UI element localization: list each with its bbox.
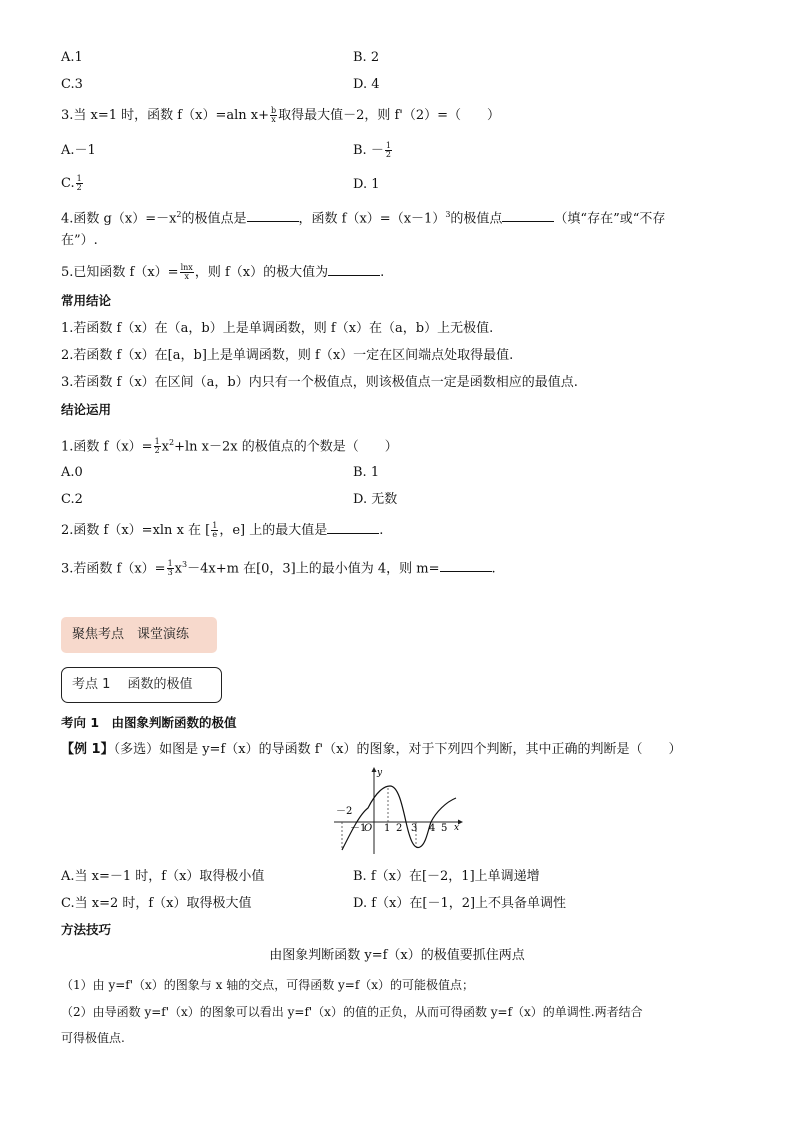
q3-option-d: D. 1 [353,177,380,192]
question-4-line-2: 在”）. [61,233,98,248]
tick-5: 5 [441,823,448,834]
example-option-a: A.当 x=－1 时，f（x）取得极小值 [61,869,265,884]
apply-q1-option-c: C.2 [61,492,83,507]
answer-blank [440,559,492,572]
question-5: 5.已知函数 f（x）= $\frac{\ln x}{x}$ ，则 f（x）的极大值为 . [61,263,385,281]
key-point-box: 考点 1 函数的极值 [61,667,222,703]
method-center-title: 由图象判断函数 y=f（x）的极值要抓住两点 [269,948,525,963]
answer-blank [327,521,379,534]
derivative-curve [342,786,456,850]
example-option-b: B. f（x）在[－2，1]上单调递增 [353,869,540,884]
tick-2: 2 [396,823,403,834]
example-option-c: C.当 x=2 时，f（x）取得极大值 [61,896,252,911]
q3-option-b: B. － $\frac{1}{2}$ [353,141,391,159]
method-heading: 方法技巧 [61,922,112,937]
question-3: 3.当 x=1 时，函数 f（x）=aln x+ $\frac{b}{x}$ 取得最大值－2，则 f'（2）=（ ） [61,106,501,124]
prev-option-c: C.3 [61,77,83,92]
prev-option-a: A.1 [61,50,83,65]
apply-q1-option-d: D. 无数 [353,492,398,507]
method-point-2: （2）由导函数 y=f'（x）的图象可以看出 y=f'（x）的值的正负，从而可得函数 y=f（x）的单调性.两者结合 [61,1005,643,1019]
q3-option-c: C. $\frac{1}{2}$ [61,174,82,192]
x-label: x [454,823,460,833]
prev-option-b: B. 2 [353,50,380,65]
answer-blank [328,263,380,276]
conclusion-2: 2.若函数 f（x）在[a，b]上是单调函数，则 f（x）一定在区间端点处取得最值. [61,348,514,363]
y-label: y [377,768,383,778]
tick-neg1: －1 [350,823,367,834]
section-banner: 聚焦考点 课堂演练 [61,617,217,653]
apply-question-3: 3.若函数 f（x）= $\frac{1}{3}$ $x^3-4x+m$ 在[0，3]上的最小值为 4，则 m= . [61,559,496,578]
common-conclusions-heading: 常用结论 [61,293,112,308]
apply-question-2: 2.函数 f（x）=xln x 在 [ $\frac{1}{e}$ ，e] 上的最大值是 . [61,521,384,539]
q3-option-a: A.－1 [61,143,96,158]
answer-blank [502,209,554,222]
example-1: 【例 1】（多选）如图是 y=f（x）的导函数 f'（x）的图象，对于下列四个判断，其中正确的判断是（ ） [61,742,682,757]
apply-q1-option-a: A.0 [61,465,83,480]
question-4: 4.函数 $g(x)=-x^2$的极值点是 ，函数 $f(x)=(x-1)^3$的极值点 （填“存在”或“不存 [61,210,666,227]
fraction-lnx-over-x: $\frac{\ln x}{x}$ [180,263,193,281]
origin-label: O [364,823,373,834]
example-option-d: D. f（x）在[－1，2]上不具备单调性 [353,896,567,911]
method-point-2-cont: 可得极值点. [61,1031,125,1045]
conclusion-3: 3.若函数 f（x）在区间（a，b）内只有一个极值点，则该极值点一定是函数相应的最值点. [61,375,578,390]
fraction-b-over-x: $\frac{b}{x}$ [270,106,277,124]
y-axis-arrow [372,767,377,772]
prev-option-d: D. 4 [353,77,380,92]
direction-heading: 考向 1 由图象判断函数的极值 [61,715,237,730]
derivative-graph [330,764,465,856]
tick-1: 1 [384,823,391,834]
apply-heading: 结论运用 [61,402,112,417]
method-point-1: （1）由 y=f'（x）的图象与 x 轴的交点，可得函数 y=f（x）的可能极值点； [61,978,475,992]
example-label: 【例 1】 [61,742,114,757]
conclusion-1: 1.若函数 f（x）在（a，b）上是单调函数，则 f（x）在（a，b）上无极值. [61,321,494,336]
apply-q1-option-b: B. 1 [353,465,380,480]
apply-question-1: 1.函数 f（x）= $\frac{1}{2}$ $x^2+\ln$ x－2x 的极值点的个数是（ ） [61,437,398,456]
tick-3: 3 [411,823,418,834]
tick-4: 4 [429,823,436,834]
answer-blank [247,209,299,222]
tick-neg2: －2 [336,806,353,817]
